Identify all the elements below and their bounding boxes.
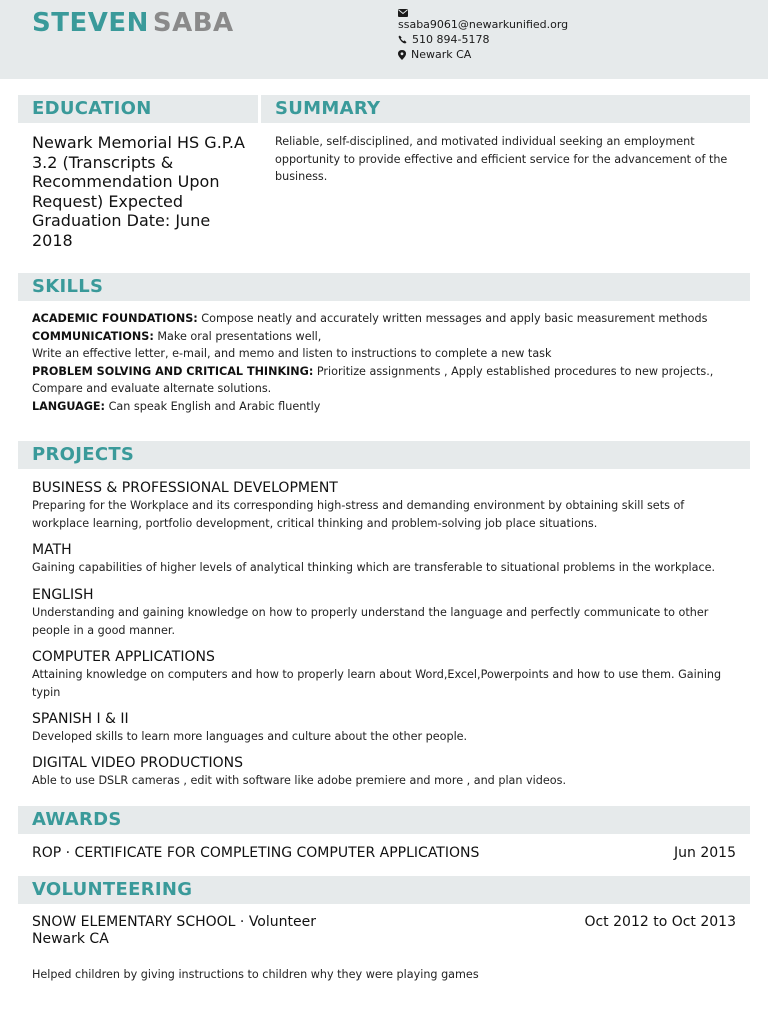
award-item — [32, 845, 736, 861]
award-date: Jun 2015 — [674, 845, 736, 861]
first-name: STEVEN — [32, 8, 149, 38]
project-title: COMPUTER APPLICATIONS — [32, 649, 215, 665]
education-heading: EDUCATION — [32, 98, 152, 119]
summary-heading: SUMMARY — [275, 98, 381, 119]
summary-section-header — [261, 95, 750, 123]
awards-section-header — [18, 806, 750, 834]
skill-academic: ACADEMIC FOUNDATIONS: Compose neatly and accurately written messages and apply basic measurement methods — [32, 312, 708, 325]
award-title: ROP · CERTIFICATE FOR COMPLETING COMPUTER APPLICATIONS — [32, 845, 480, 861]
project-description: Developed skills to learn more languages and culture about the other people. — [32, 730, 468, 743]
skill-communications-cont: Write an effective letter, e-mail, and memo and listen to instructions to complete a new task — [32, 347, 552, 361]
contact-info — [398, 9, 568, 62]
project-item — [32, 711, 744, 746]
volunteer-description: Helped children by giving instructions to children why they were playing games — [32, 968, 479, 981]
volunteer-org — [32, 914, 316, 948]
volunteer-location: Newark CA — [32, 931, 109, 947]
phone-icon — [398, 35, 407, 44]
project-description: Gaining capabilities of higher levels of analytical thinking which are transferable to situational problems in the workplace. — [32, 561, 716, 574]
project-title: DIGITAL VIDEO PRODUCTIONS — [32, 755, 244, 771]
skills-heading: SKILLS — [32, 276, 104, 297]
project-item — [32, 755, 744, 790]
education-details: Newark Memorial HS G.P.A 3.2 (Transcripts & Recommendation Upon Request) Expected Graduation Date: June 2018 — [32, 133, 245, 250]
envelope-icon — [398, 9, 408, 17]
project-description: Able to use DSLR cameras , edit with software like adobe premiere and more , and plan videos. — [32, 774, 566, 787]
phone-row — [398, 32, 568, 47]
project-item — [32, 480, 744, 532]
projects-heading: PROJECTS — [32, 444, 135, 465]
project-item — [32, 649, 744, 701]
skill-problem-solving-cont: Compare and evaluate alternate solutions. — [32, 382, 272, 396]
project-description: Understanding and gaining knowledge on how to properly understand the language and perfectly communicate to other people in a good manner. — [32, 606, 709, 637]
project-title: SPANISH I & II — [32, 711, 129, 727]
skill-language: LANGUAGE: Can speak English and Arabic fluently — [32, 399, 321, 413]
phone-number: 510 894-5178 — [412, 33, 490, 46]
awards-heading: AWARDS — [32, 809, 122, 830]
location-row — [398, 47, 568, 62]
email-link[interactable]: ssaba9061@newarkunified.org — [398, 18, 569, 31]
project-title: MATH — [32, 542, 72, 558]
summary-text: Reliable, self-disciplined, and motivated individual seeking an employment opportunity to provide effective and efficient service for the advancement of the business. — [275, 135, 728, 184]
volunteer-date: Oct 2012 to Oct 2013 — [584, 914, 736, 930]
project-description: Preparing for the Workplace and its corresponding high-stress and demanding environment by obtaining skill sets of workplace learning, portfolio development, critical thinking and problem-solving job place situations. — [32, 499, 685, 530]
email-text-row — [398, 17, 568, 32]
location-text: Newark CA — [411, 48, 472, 61]
project-item — [32, 587, 744, 639]
project-description: Attaining knowledge on computers and how to properly learn about Word,Excel,Powerpoints and how to use them. Gaining typin — [32, 668, 722, 699]
skills-list — [32, 310, 752, 416]
candidate-name — [32, 8, 234, 38]
volunteer-org-name: SNOW ELEMENTARY SCHOOL · Volunteer — [32, 914, 316, 930]
project-title: BUSINESS & PROFESSIONAL DEVELOPMENT — [32, 480, 338, 496]
skills-section-header — [18, 273, 750, 301]
skill-communications: COMMUNICATIONS: Make oral presentations well, — [32, 329, 322, 343]
volunteering-section-header — [18, 876, 750, 904]
project-title: ENGLISH — [32, 587, 94, 603]
volunteering-heading: VOLUNTEERING — [32, 879, 193, 900]
projects-section-header — [18, 441, 750, 469]
education-section-header — [18, 95, 258, 123]
project-item — [32, 542, 744, 577]
email-row — [398, 9, 568, 17]
map-pin-icon — [398, 50, 406, 60]
resume-header — [0, 0, 768, 79]
last-name: SABA — [152, 8, 234, 38]
skill-problem-solving: PROBLEM SOLVING AND CRITICAL THINKING: Prioritize assignments , Apply established procedures to new projects., — [32, 364, 714, 378]
